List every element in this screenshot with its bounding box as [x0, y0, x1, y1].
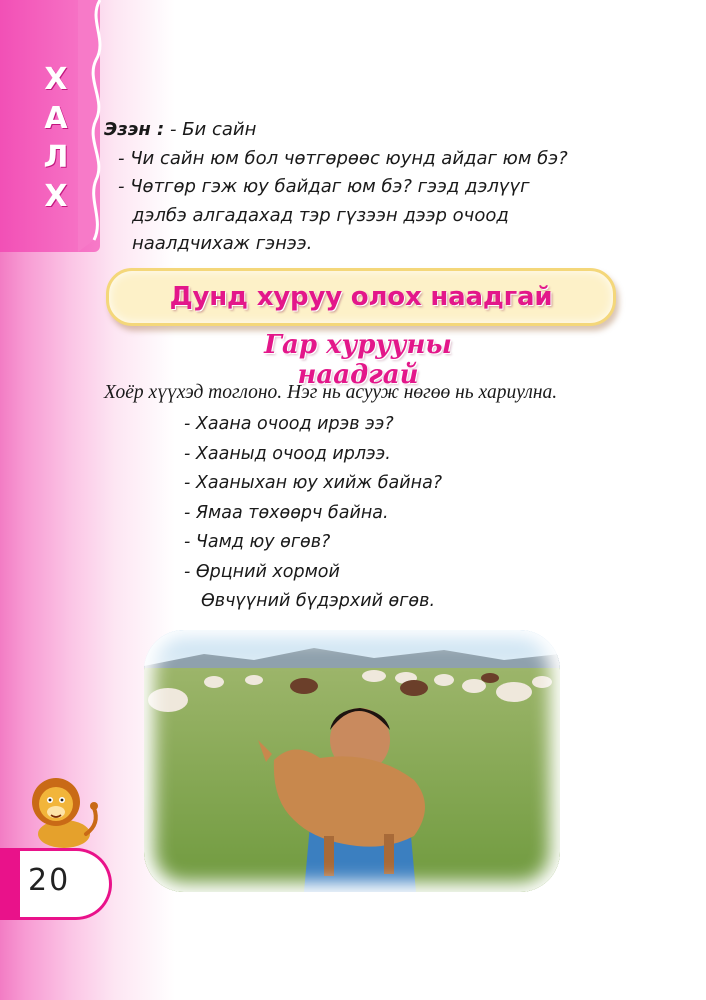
verse-line: - Чамд юу өгөв?: [184, 532, 331, 552]
steppe-photo: [144, 630, 560, 892]
dialogue-line: - Чи сайн юм бол чөтгөрөөс юунд айдаг юм бэ?: [118, 147, 568, 169]
dialogue-line: [104, 116, 664, 145]
speaker-label: Эзэн :: [104, 119, 165, 140]
side-tab-letter: А: [44, 101, 68, 136]
verse-line: - Өрцний хормой: [184, 561, 340, 582]
steppe-photo-illustration: [144, 630, 560, 892]
dialogue-line: - Чөтгөр гэж юу байдаг юм бэ? гээд дэлүүг: [118, 176, 530, 197]
dialogue-line: дэлбэ алгадахад тэр гүзээн дээр очоод: [132, 204, 509, 226]
page-number: 20: [28, 863, 71, 898]
verse-line: - Ямаа төхөөрч байна.: [184, 502, 389, 523]
section-title-banner: [106, 268, 616, 326]
page-badge-accent: [0, 851, 20, 917]
section-subtitle: Гар хурууны наадгай: [264, 330, 452, 390]
dialogue-line: наалдчихаж гэнээ.: [132, 233, 313, 254]
side-tab-letter: Х: [44, 179, 68, 214]
cartoon-lion-icon: [24, 768, 104, 852]
dialogue-block: [104, 116, 664, 259]
section-title: Дунд хуруу олох наадгай: [169, 282, 553, 312]
dialogue-text: - Би сайн: [164, 119, 257, 140]
verse-line: - Хааныхан юу хийж байна?: [184, 473, 443, 493]
verse-line: - Хааныд очоод ирлээ.: [184, 443, 391, 464]
verse-block: [184, 410, 584, 617]
page-number-badge: [0, 848, 112, 920]
verse-line: - Хаана очоод ирэв ээ?: [184, 414, 394, 434]
side-tab-letters: [36, 60, 76, 216]
side-tab-letter: Л: [43, 140, 69, 175]
verse-line: Өвчүүний бүдэрхий өгөв.: [201, 591, 436, 611]
side-tab-letter: Х: [44, 62, 68, 97]
intro-text: Хоёр хүүхэд тоглоно. Нэг нь асууж нөгөө нь хариулна.: [104, 382, 558, 403]
